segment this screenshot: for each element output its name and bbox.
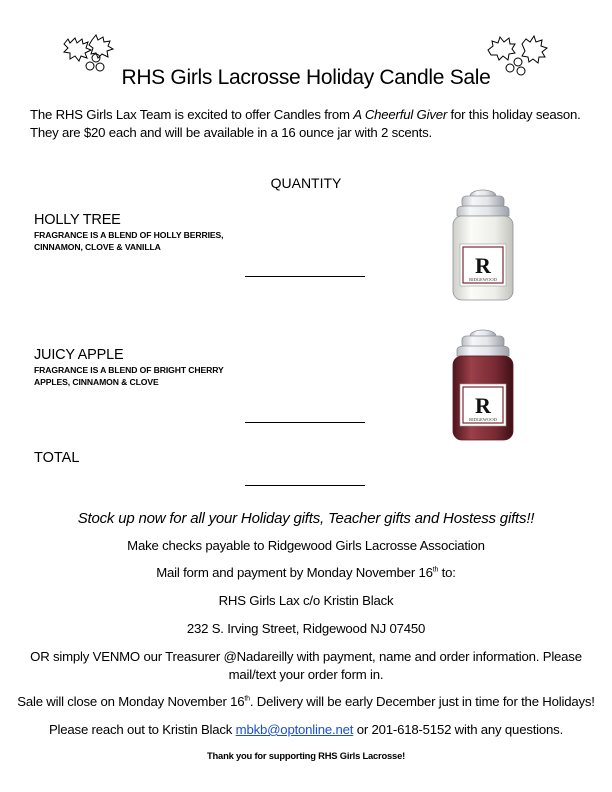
thank-you-note: Thank you for supporting RHS Girls Lacrosse! (207, 750, 405, 761)
address-street: 232 S. Irving Street, Ridgewood NJ 07450 (186, 621, 426, 636)
sale-close-notice: Sale will close on Monday November 16th. Delivery will be early December just in time for the Holidays! (17, 694, 595, 709)
product-description-juicy-apple: FRAGRANCE IS A BLEND OF BRIGHT CHERRY APPLES, CINNAMON & CLOVE (34, 365, 224, 387)
stock-up-message: Stock up now for all your Holiday gifts, Teacher gifts and Hostess gifts!! (77, 510, 535, 527)
checks-instruction: Make checks payable to Ridgewood Girls Lacrosse Association (127, 538, 485, 553)
contact-line: Please reach out to Kristin Black mbkb@optonline.net or 201-618-5152 with any questions. (48, 722, 564, 737)
candle-label-letter: R (475, 253, 491, 278)
quantity-heading: QUANTITY (270, 175, 342, 191)
quantity-input-holly-tree[interactable] (245, 276, 365, 277)
intro-paragraph: The RHS Girls Lax Team is excited to offer Candles from A Cheerful Giver for this holiday season. They are $20 each and will be available in a 16 ounce jar with 2 scents. (30, 107, 581, 140)
product-name-holly-tree: HOLLY TREE (34, 212, 121, 228)
venmo-instructions: OR simply VENMO our Treasurer @Nadareilly with payment, name and order information. Please mail/text your order form in. (30, 649, 582, 682)
total-input[interactable] (245, 485, 365, 486)
product-description-holly-tree: FRAGRANCE IS A BLEND OF HOLLY BERRIES, CINNAMON, CLOVE & VANILLA (34, 230, 224, 252)
candle-label-text: RIDGEWOOD (469, 277, 497, 282)
candle-label-text: RIDGEWOOD (469, 417, 497, 422)
email-link[interactable]: mbkb@optonline.net (235, 722, 354, 737)
product-name-juicy-apple: JUICY APPLE (34, 347, 124, 363)
address-name: RHS Girls Lax c/o Kristin Black (218, 593, 394, 608)
mail-deadline: Mail form and payment by Monday November 16th to: (156, 565, 456, 580)
page-title: RHS Girls Lacrosse Holiday Candle Sale (121, 66, 491, 89)
candle-holly-tree-image (443, 186, 523, 306)
brand-name: A Cheerful Giver (353, 107, 448, 122)
candle-label-letter: R (475, 393, 491, 418)
candle-juicy-apple-image (443, 326, 523, 446)
total-label: TOTAL (34, 450, 80, 466)
quantity-input-juicy-apple[interactable] (245, 422, 365, 423)
